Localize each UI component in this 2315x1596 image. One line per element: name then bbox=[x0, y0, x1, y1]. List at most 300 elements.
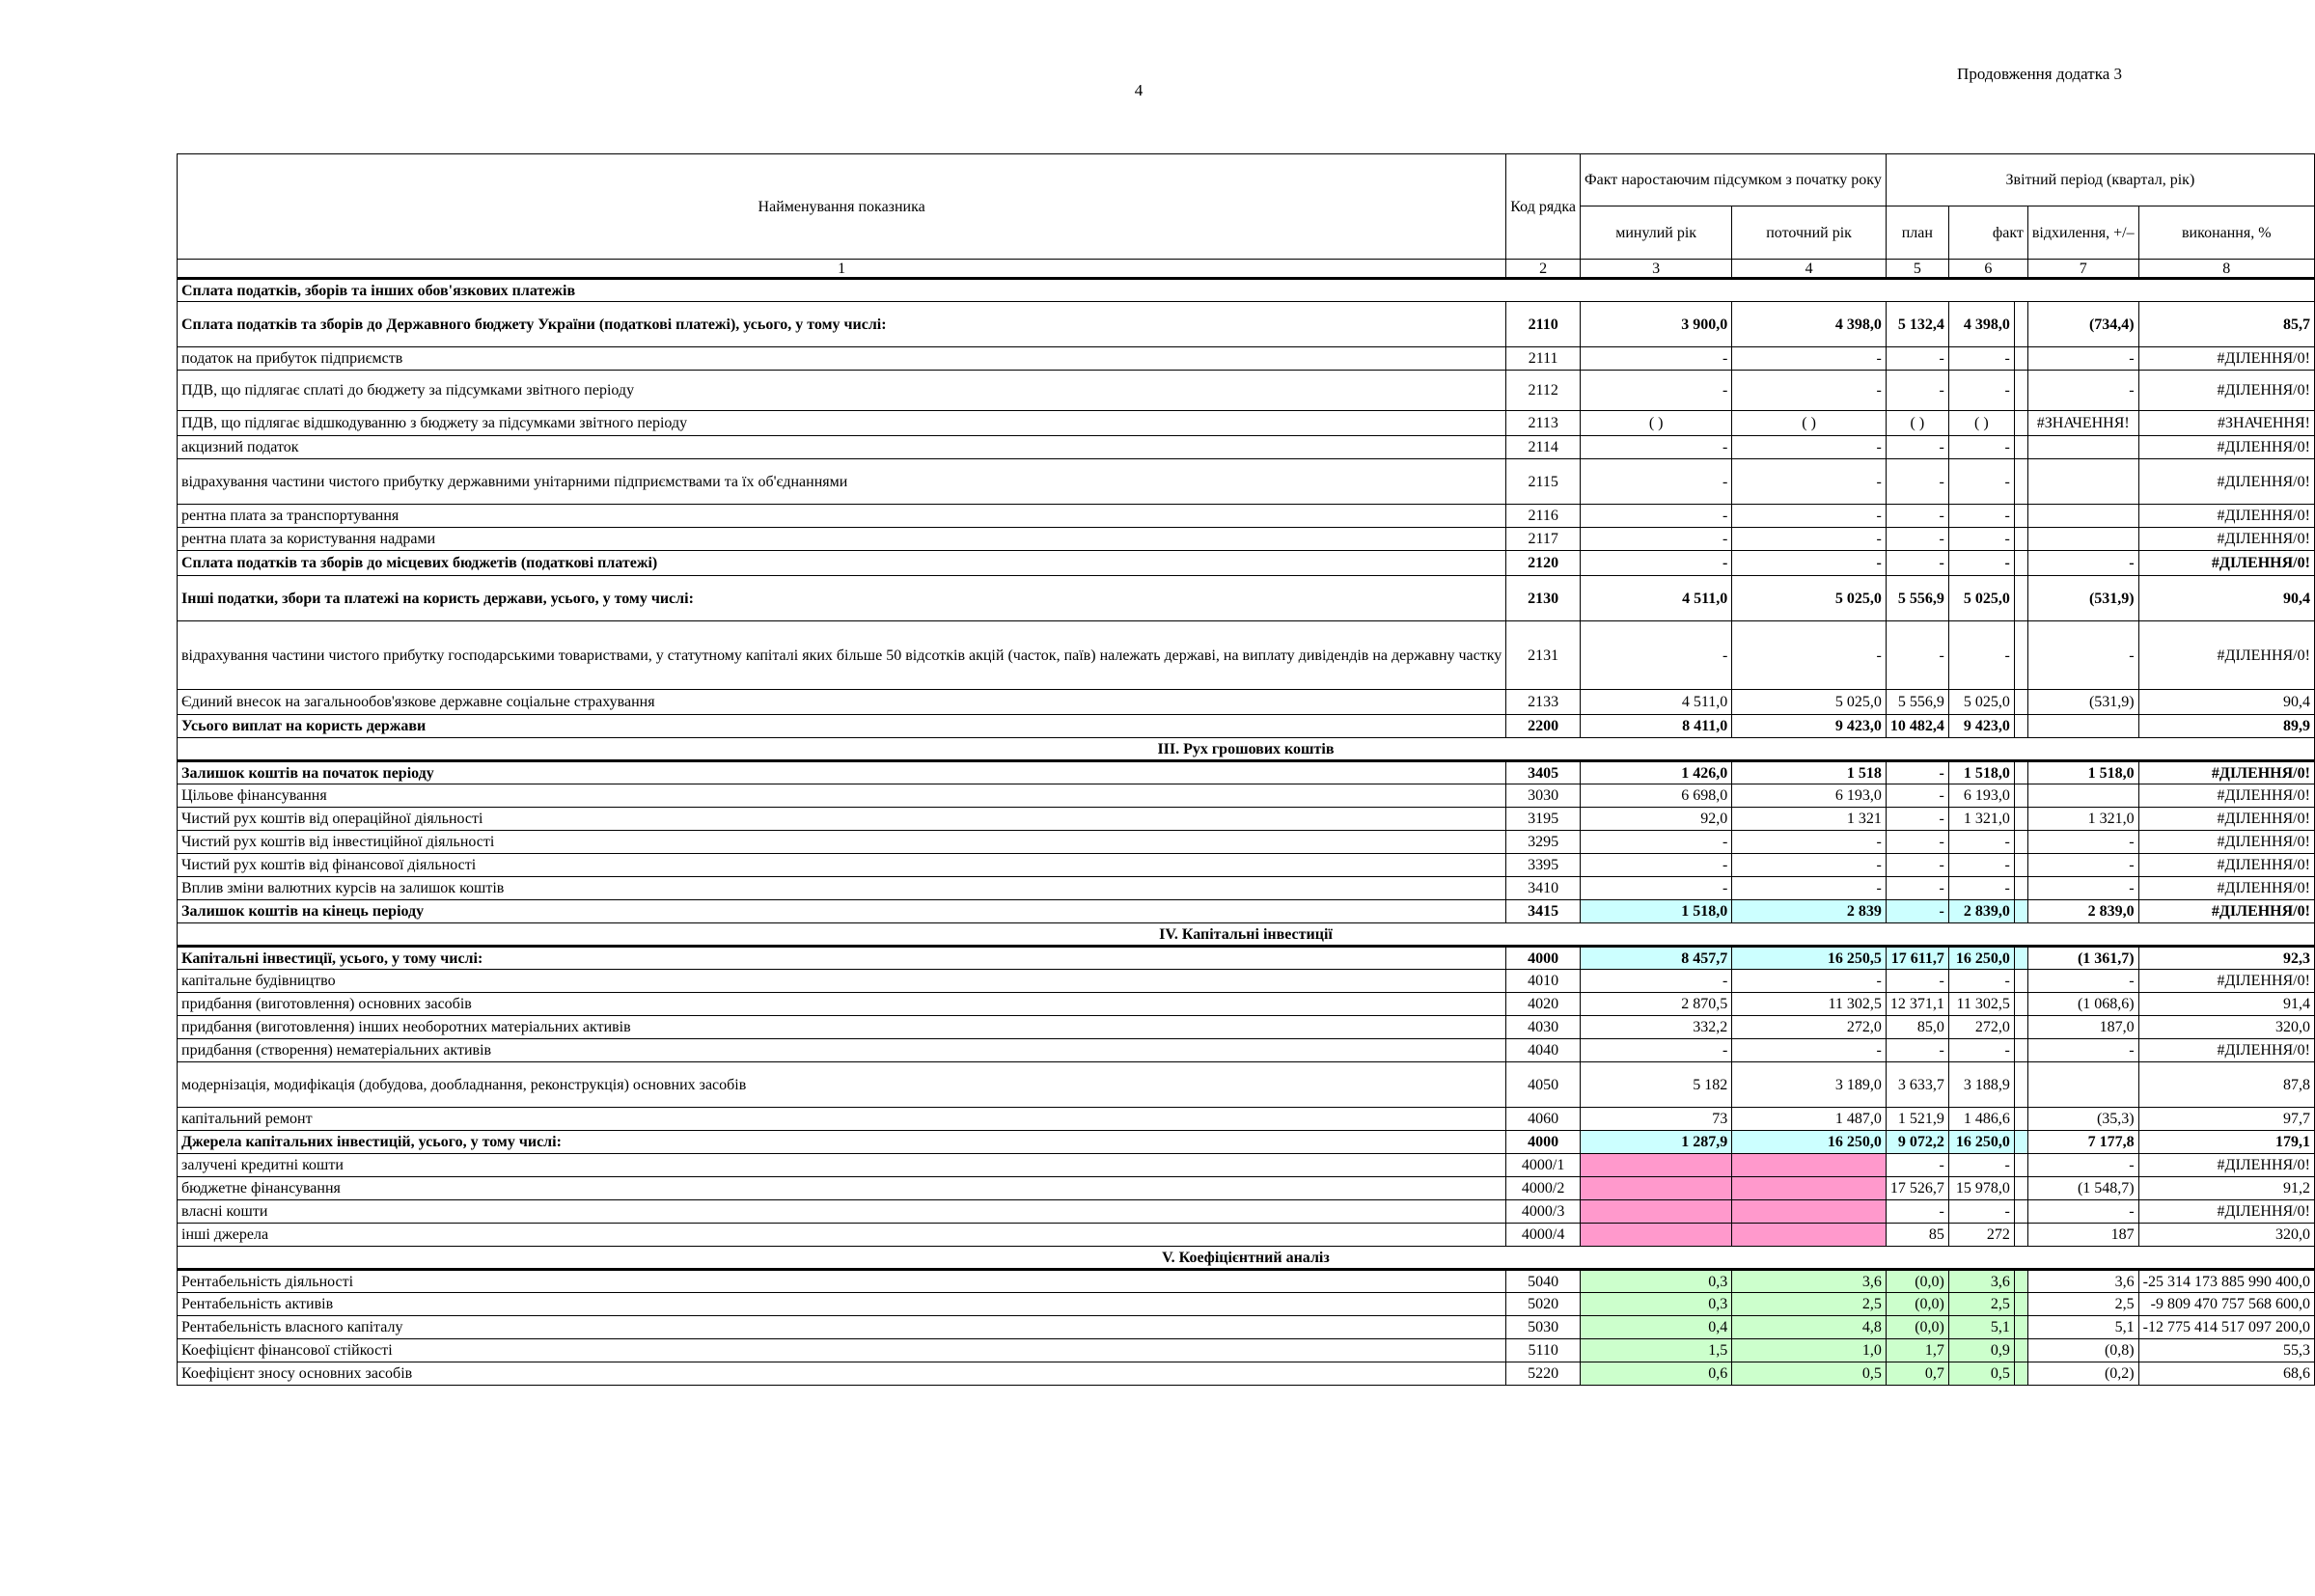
cur-year-value: 11 302,5 bbox=[1732, 993, 1887, 1016]
fact-value: 5,1 bbox=[1948, 1316, 2014, 1339]
fact-value: - bbox=[1948, 854, 2014, 877]
table-row bbox=[178, 947, 2315, 970]
prev-year-value: 0,4 bbox=[1580, 1316, 1731, 1339]
row-code: 2115 bbox=[1506, 459, 1581, 505]
prev-year-value: 92,0 bbox=[1580, 808, 1731, 831]
spacer-cell bbox=[2014, 1316, 2027, 1339]
plan-value: 1 521,9 bbox=[1886, 1108, 1948, 1131]
col-num-1: 1 bbox=[178, 260, 1506, 279]
deviation-value bbox=[2027, 1062, 2138, 1108]
row-name: залучені кредитні кошти bbox=[178, 1154, 1506, 1177]
prev-year-value bbox=[1580, 1154, 1731, 1177]
table-row bbox=[178, 1154, 2315, 1177]
row-code: 4000/1 bbox=[1506, 1154, 1581, 1177]
spacer-cell bbox=[2014, 371, 2027, 411]
row-code: 4050 bbox=[1506, 1062, 1581, 1108]
prev-year-value bbox=[1580, 1200, 1731, 1224]
table-row bbox=[178, 1362, 2315, 1386]
row-name: Чистий рух коштів від операційної діяльності bbox=[178, 808, 1506, 831]
spacer-cell bbox=[2014, 411, 2027, 436]
spacer-cell bbox=[2014, 459, 2027, 505]
fact-value: 0,5 bbox=[1948, 1362, 2014, 1386]
plan-value: - bbox=[1886, 347, 1948, 371]
execution-value: #ДІЛЕННЯ/0! bbox=[2138, 436, 2314, 459]
prev-year-value: 73 bbox=[1580, 1108, 1731, 1131]
row-name: модернізація, модифікація (добудова, дообладнання, реконструкція) основних засобів bbox=[178, 1062, 1506, 1108]
table-row bbox=[178, 302, 2315, 347]
row-code: 2113 bbox=[1506, 411, 1581, 436]
execution-value: -12 775 414 517 097 200,0 bbox=[2138, 1316, 2314, 1339]
row-name: відрахування частини чистого прибутку господарськими товариствами, у статутному капіталі яких більше 50 відсотків акцій (часток, паїв) належать державі, на виплату дивідендів на державну частку bbox=[178, 621, 1506, 690]
section-title: IV. Капітальні інвестиції bbox=[178, 923, 2315, 947]
cur-year-value: 1 518 bbox=[1732, 761, 1887, 784]
spacer-cell bbox=[2014, 551, 2027, 576]
row-code: 2112 bbox=[1506, 371, 1581, 411]
fact-value: ( ) bbox=[1948, 411, 2014, 436]
deviation-value: 3,6 bbox=[2027, 1270, 2138, 1293]
spacer-cell bbox=[2014, 690, 2027, 715]
plan-value: 10 482,4 bbox=[1886, 715, 1948, 738]
fact-value: 272,0 bbox=[1948, 1016, 2014, 1039]
spacer-cell bbox=[2014, 1224, 2027, 1247]
prev-year-value: 0,6 bbox=[1580, 1362, 1731, 1386]
row-code: 2133 bbox=[1506, 690, 1581, 715]
execution-value: 91,4 bbox=[2138, 993, 2314, 1016]
cur-year-value: - bbox=[1732, 621, 1887, 690]
execution-value: 90,4 bbox=[2138, 576, 2314, 621]
fact-value: - bbox=[1948, 347, 2014, 371]
spacer-cell bbox=[2014, 1339, 2027, 1362]
spacer-cell bbox=[2014, 1154, 2027, 1177]
row-name: Інші податки, збори та платежі на користь держави, усього, у тому числі: bbox=[178, 576, 1506, 621]
spacer-cell bbox=[2014, 1131, 2027, 1154]
cur-year-value bbox=[1732, 1224, 1887, 1247]
deviation-value: 7 177,8 bbox=[2027, 1131, 2138, 1154]
table-row bbox=[178, 528, 2315, 551]
row-code: 2120 bbox=[1506, 551, 1581, 576]
cur-year-value: 6 193,0 bbox=[1732, 784, 1887, 808]
row-name: Цільове фінансування bbox=[178, 784, 1506, 808]
execution-value: #ДІЛЕННЯ/0! bbox=[2138, 551, 2314, 576]
prev-year-value: 0,3 bbox=[1580, 1293, 1731, 1316]
table-row bbox=[178, 877, 2315, 900]
execution-value: 90,4 bbox=[2138, 690, 2314, 715]
prev-year-value: - bbox=[1580, 854, 1731, 877]
row-name: Рентабельність активів bbox=[178, 1293, 1506, 1316]
plan-value: - bbox=[1886, 877, 1948, 900]
cur-year-value: - bbox=[1732, 1039, 1887, 1062]
row-code: 4060 bbox=[1506, 1108, 1581, 1131]
prev-year-value: 1 287,9 bbox=[1580, 1131, 1731, 1154]
report-table bbox=[177, 153, 2315, 1386]
row-name: ПДВ, що підлягає відшкодуванню з бюджету за підсумками звітного періоду bbox=[178, 411, 1506, 436]
spacer-cell bbox=[2014, 993, 2027, 1016]
cur-year-value: 0,5 bbox=[1732, 1362, 1887, 1386]
table-row bbox=[178, 1062, 2315, 1108]
row-code: 4000/4 bbox=[1506, 1224, 1581, 1247]
fact-value: 11 302,5 bbox=[1948, 993, 2014, 1016]
execution-value: #ДІЛЕННЯ/0! bbox=[2138, 1039, 2314, 1062]
plan-value: - bbox=[1886, 1039, 1948, 1062]
table-row bbox=[178, 551, 2315, 576]
table-row bbox=[178, 1177, 2315, 1200]
row-name: придбання (виготовлення) основних засобів bbox=[178, 993, 1506, 1016]
row-code: 2117 bbox=[1506, 528, 1581, 551]
cur-year-value: - bbox=[1732, 528, 1887, 551]
execution-value: #ДІЛЕННЯ/0! bbox=[2138, 900, 2314, 923]
execution-value: 97,7 bbox=[2138, 1108, 2314, 1131]
table-row bbox=[178, 436, 2315, 459]
prev-year-value bbox=[1580, 1224, 1731, 1247]
row-name: Єдиний внесок на загальнообов'язкове державне соціальне страхування bbox=[178, 690, 1506, 715]
deviation-value: (0,2) bbox=[2027, 1362, 2138, 1386]
plan-value: (0,0) bbox=[1886, 1293, 1948, 1316]
spacer-cell bbox=[2014, 947, 2027, 970]
table-row bbox=[178, 1270, 2315, 1293]
cur-year-value: 1 321 bbox=[1732, 808, 1887, 831]
plan-value: - bbox=[1886, 1154, 1948, 1177]
execution-value: 91,2 bbox=[2138, 1177, 2314, 1200]
row-name: відрахування частини чистого прибутку державними унітарними підприємствами та їх об'єднаннями bbox=[178, 459, 1506, 505]
header-period-group: Звітний період (квартал, рік) bbox=[1886, 154, 2314, 206]
deviation-value: 187,0 bbox=[2027, 1016, 2138, 1039]
row-code: 3030 bbox=[1506, 784, 1581, 808]
row-name: Коефіцієнт фінансової стійкості bbox=[178, 1339, 1506, 1362]
cur-year-value bbox=[1732, 1154, 1887, 1177]
row-name: Чистий рух коштів від інвестиційної діяльності bbox=[178, 831, 1506, 854]
deviation-value: (1 548,7) bbox=[2027, 1177, 2138, 1200]
fact-value: - bbox=[1948, 1039, 2014, 1062]
execution-value: 179,1 bbox=[2138, 1131, 2314, 1154]
spacer-cell bbox=[2014, 1039, 2027, 1062]
spacer-cell bbox=[2014, 877, 2027, 900]
row-name: капітальний ремонт bbox=[178, 1108, 1506, 1131]
fact-value: - bbox=[1948, 970, 2014, 993]
execution-value: 92,3 bbox=[2138, 947, 2314, 970]
prev-year-value: - bbox=[1580, 505, 1731, 528]
fact-value: 3,6 bbox=[1948, 1270, 2014, 1293]
spacer-cell bbox=[2014, 1293, 2027, 1316]
plan-value: - bbox=[1886, 459, 1948, 505]
row-code: 4030 bbox=[1506, 1016, 1581, 1039]
deviation-value: #ЗНАЧЕННЯ! bbox=[2027, 411, 2138, 436]
prev-year-value: - bbox=[1580, 831, 1731, 854]
fact-value: - bbox=[1948, 621, 2014, 690]
execution-value: 85,7 bbox=[2138, 302, 2314, 347]
plan-value: - bbox=[1886, 1200, 1948, 1224]
execution-value: -9 809 470 757 568 600,0 bbox=[2138, 1293, 2314, 1316]
row-name: рентна плата за транспортування bbox=[178, 505, 1506, 528]
table-row bbox=[178, 854, 2315, 877]
table-row bbox=[178, 1293, 2315, 1316]
deviation-value: 5,1 bbox=[2027, 1316, 2138, 1339]
cur-year-value: ( ) bbox=[1732, 411, 1887, 436]
row-name: Сплата податків та зборів до Державного бюджету України (податкові платежі), усього, у тому числі: bbox=[178, 302, 1506, 347]
row-code: 3295 bbox=[1506, 831, 1581, 854]
spacer-cell bbox=[2014, 715, 2027, 738]
plan-value: - bbox=[1886, 831, 1948, 854]
header-cur-year: поточний рік bbox=[1732, 206, 1887, 260]
execution-value: #ДІЛЕННЯ/0! bbox=[2138, 347, 2314, 371]
table-row bbox=[178, 411, 2315, 436]
deviation-value: (1 068,6) bbox=[2027, 993, 2138, 1016]
row-code: 3410 bbox=[1506, 877, 1581, 900]
prev-year-value: 8 411,0 bbox=[1580, 715, 1731, 738]
row-code: 4000/2 bbox=[1506, 1177, 1581, 1200]
deviation-value: (531,9) bbox=[2027, 576, 2138, 621]
cur-year-value: 2 839 bbox=[1732, 900, 1887, 923]
fact-value: 4 398,0 bbox=[1948, 302, 2014, 347]
fact-value: 0,9 bbox=[1948, 1339, 2014, 1362]
prev-year-value: ( ) bbox=[1580, 411, 1731, 436]
cur-year-value: 9 423,0 bbox=[1732, 715, 1887, 738]
row-code: 5220 bbox=[1506, 1362, 1581, 1386]
deviation-value: - bbox=[2027, 371, 2138, 411]
row-code: 3195 bbox=[1506, 808, 1581, 831]
execution-value: #ДІЛЕННЯ/0! bbox=[2138, 831, 2314, 854]
cur-year-value: - bbox=[1732, 459, 1887, 505]
table-row bbox=[178, 784, 2315, 808]
deviation-value bbox=[2027, 505, 2138, 528]
plan-value: 17 611,7 bbox=[1886, 947, 1948, 970]
fact-value: - bbox=[1948, 459, 2014, 505]
prev-year-value: - bbox=[1580, 459, 1731, 505]
fact-value: - bbox=[1948, 831, 2014, 854]
prev-year-value: 1 426,0 bbox=[1580, 761, 1731, 784]
table-row bbox=[178, 900, 2315, 923]
spacer-cell bbox=[2014, 1362, 2027, 1386]
fact-value: - bbox=[1948, 877, 2014, 900]
section-row bbox=[178, 1247, 2315, 1270]
plan-value: 85 bbox=[1886, 1224, 1948, 1247]
fact-value: 5 025,0 bbox=[1948, 576, 2014, 621]
execution-value: #ДІЛЕННЯ/0! bbox=[2138, 1154, 2314, 1177]
col-num-7: 7 bbox=[2027, 260, 2138, 279]
plan-value: 17 526,7 bbox=[1886, 1177, 1948, 1200]
execution-value: #ДІЛЕННЯ/0! bbox=[2138, 459, 2314, 505]
spacer-cell bbox=[2014, 347, 2027, 371]
row-code: 4000 bbox=[1506, 1131, 1581, 1154]
prev-year-value: 332,2 bbox=[1580, 1016, 1731, 1039]
cur-year-value: 272,0 bbox=[1732, 1016, 1887, 1039]
spacer-cell bbox=[2014, 1016, 2027, 1039]
prev-year-value: - bbox=[1580, 347, 1731, 371]
spacer-cell bbox=[2014, 808, 2027, 831]
fact-value: 3 188,9 bbox=[1948, 1062, 2014, 1108]
header-fact: факт bbox=[1948, 206, 2027, 260]
row-code: 2131 bbox=[1506, 621, 1581, 690]
execution-value: 320,0 bbox=[2138, 1224, 2314, 1247]
spacer-cell bbox=[2014, 1108, 2027, 1131]
deviation-value: 187 bbox=[2027, 1224, 2138, 1247]
deviation-value: - bbox=[2027, 1154, 2138, 1177]
plan-value: - bbox=[1886, 505, 1948, 528]
cur-year-value: 5 025,0 bbox=[1732, 576, 1887, 621]
deviation-value: - bbox=[2027, 1039, 2138, 1062]
table-row bbox=[178, 1131, 2315, 1154]
cur-year-value: 5 025,0 bbox=[1732, 690, 1887, 715]
fact-value: 2 839,0 bbox=[1948, 900, 2014, 923]
deviation-value: - bbox=[2027, 621, 2138, 690]
fact-value: 1 321,0 bbox=[1948, 808, 2014, 831]
col-num-2: 2 bbox=[1506, 260, 1581, 279]
cur-year-value: 4 398,0 bbox=[1732, 302, 1887, 347]
execution-value: 55,3 bbox=[2138, 1339, 2314, 1362]
spacer-cell bbox=[2014, 528, 2027, 551]
plan-value: (0,0) bbox=[1886, 1316, 1948, 1339]
cur-year-value: 4,8 bbox=[1732, 1316, 1887, 1339]
execution-value: #ДІЛЕННЯ/0! bbox=[2138, 877, 2314, 900]
deviation-value: - bbox=[2027, 347, 2138, 371]
section-title: V. Коефіцієнтний аналіз bbox=[178, 1247, 2315, 1270]
plan-value: - bbox=[1886, 551, 1948, 576]
header-execution: виконання, % bbox=[2138, 206, 2314, 260]
prev-year-value: 1 518,0 bbox=[1580, 900, 1731, 923]
deviation-value: 2,5 bbox=[2027, 1293, 2138, 1316]
cur-year-value: 1 487,0 bbox=[1732, 1108, 1887, 1131]
row-code: 4000/3 bbox=[1506, 1200, 1581, 1224]
spacer-cell bbox=[2014, 784, 2027, 808]
deviation-value: - bbox=[2027, 970, 2138, 993]
table-row bbox=[178, 1316, 2315, 1339]
table-row bbox=[178, 459, 2315, 505]
fact-value: 16 250,0 bbox=[1948, 1131, 2014, 1154]
prev-year-value: 2 870,5 bbox=[1580, 993, 1731, 1016]
prev-year-value: - bbox=[1580, 528, 1731, 551]
prev-year-value: 4 511,0 bbox=[1580, 690, 1731, 715]
cur-year-value: - bbox=[1732, 831, 1887, 854]
header-fact-group: Факт наростаючим підсумком з початку року bbox=[1580, 154, 1886, 206]
deviation-value: - bbox=[2027, 831, 2138, 854]
table-row bbox=[178, 1016, 2315, 1039]
plan-value: - bbox=[1886, 900, 1948, 923]
table-row bbox=[178, 1339, 2315, 1362]
execution-value: -25 314 173 885 990 400,0 bbox=[2138, 1270, 2314, 1293]
execution-value: #ДІЛЕННЯ/0! bbox=[2138, 970, 2314, 993]
plan-value: - bbox=[1886, 970, 1948, 993]
table-row bbox=[178, 1039, 2315, 1062]
table-row bbox=[178, 690, 2315, 715]
fact-value: 1 486,6 bbox=[1948, 1108, 2014, 1131]
header-code: Код рядка bbox=[1506, 154, 1581, 260]
cur-year-value: 16 250,5 bbox=[1732, 947, 1887, 970]
header-deviation: відхилення, +/– bbox=[2027, 206, 2138, 260]
plan-value: 85,0 bbox=[1886, 1016, 1948, 1039]
table-row bbox=[178, 761, 2315, 784]
table-row bbox=[178, 970, 2315, 993]
execution-value: #ДІЛЕННЯ/0! bbox=[2138, 854, 2314, 877]
col-num-5: 5 bbox=[1886, 260, 1948, 279]
prev-year-value: - bbox=[1580, 877, 1731, 900]
execution-value: #ДІЛЕННЯ/0! bbox=[2138, 1200, 2314, 1224]
spacer-cell bbox=[2014, 1062, 2027, 1108]
fact-value: 1 518,0 bbox=[1948, 761, 2014, 784]
deviation-value: - bbox=[2027, 551, 2138, 576]
table-row bbox=[178, 1200, 2315, 1224]
section-row bbox=[178, 738, 2315, 761]
prev-year-value: - bbox=[1580, 1039, 1731, 1062]
execution-value: #ДІЛЕННЯ/0! bbox=[2138, 528, 2314, 551]
execution-value: #ДІЛЕННЯ/0! bbox=[2138, 505, 2314, 528]
execution-value: #ДІЛЕННЯ/0! bbox=[2138, 761, 2314, 784]
plan-value: 3 633,7 bbox=[1886, 1062, 1948, 1108]
table-row bbox=[178, 808, 2315, 831]
section-row bbox=[178, 923, 2315, 947]
row-name: інші джерела bbox=[178, 1224, 1506, 1247]
execution-value: 320,0 bbox=[2138, 1016, 2314, 1039]
row-code: 2200 bbox=[1506, 715, 1581, 738]
row-name: рентна плата за користування надрами bbox=[178, 528, 1506, 551]
cur-year-value: 3 189,0 bbox=[1732, 1062, 1887, 1108]
prev-year-value: 5 182 bbox=[1580, 1062, 1731, 1108]
prev-year-value: - bbox=[1580, 371, 1731, 411]
spacer-cell bbox=[2014, 970, 2027, 993]
plan-value: - bbox=[1886, 854, 1948, 877]
plan-value: 1,7 bbox=[1886, 1339, 1948, 1362]
row-code: 2130 bbox=[1506, 576, 1581, 621]
fact-value: - bbox=[1948, 371, 2014, 411]
plan-value: 0,7 bbox=[1886, 1362, 1948, 1386]
plan-value: - bbox=[1886, 436, 1948, 459]
prev-year-value: - bbox=[1580, 970, 1731, 993]
spacer-cell bbox=[2014, 900, 2027, 923]
execution-value: #ДІЛЕННЯ/0! bbox=[2138, 808, 2314, 831]
header-plan: план bbox=[1886, 206, 1948, 260]
fact-value: 6 193,0 bbox=[1948, 784, 2014, 808]
cur-year-value: 16 250,0 bbox=[1732, 1131, 1887, 1154]
fact-value: 2,5 bbox=[1948, 1293, 2014, 1316]
table-row bbox=[178, 831, 2315, 854]
row-code: 4020 bbox=[1506, 993, 1581, 1016]
prev-year-value: - bbox=[1580, 551, 1731, 576]
header-prev-year: минулий рік bbox=[1580, 206, 1731, 260]
row-name: капітальне будівництво bbox=[178, 970, 1506, 993]
plan-value: (0,0) bbox=[1886, 1270, 1948, 1293]
row-name: Коефіцієнт зносу основних засобів bbox=[178, 1362, 1506, 1386]
table-row bbox=[178, 1108, 2315, 1131]
table-row bbox=[178, 347, 2315, 371]
row-code: 5030 bbox=[1506, 1316, 1581, 1339]
plan-value: 5 556,9 bbox=[1886, 690, 1948, 715]
deviation-value: (531,9) bbox=[2027, 690, 2138, 715]
spacer-cell bbox=[2014, 436, 2027, 459]
fact-value: 15 978,0 bbox=[1948, 1177, 2014, 1200]
deviation-value: (0,8) bbox=[2027, 1339, 2138, 1362]
execution-value: 89,9 bbox=[2138, 715, 2314, 738]
col-num-3: 3 bbox=[1580, 260, 1731, 279]
deviation-value: 1 518,0 bbox=[2027, 761, 2138, 784]
fact-value: - bbox=[1948, 436, 2014, 459]
prev-year-value: 3 900,0 bbox=[1580, 302, 1731, 347]
row-code: 4040 bbox=[1506, 1039, 1581, 1062]
row-code: 2114 bbox=[1506, 436, 1581, 459]
fact-value: - bbox=[1948, 551, 2014, 576]
row-name: Усього виплат на користь держави bbox=[178, 715, 1506, 738]
cur-year-value: - bbox=[1732, 551, 1887, 576]
deviation-value bbox=[2027, 784, 2138, 808]
prev-year-value: - bbox=[1580, 621, 1731, 690]
section-row bbox=[178, 279, 2315, 302]
spacer-cell bbox=[2014, 761, 2027, 784]
table-row bbox=[178, 505, 2315, 528]
prev-year-value bbox=[1580, 1177, 1731, 1200]
row-code: 3405 bbox=[1506, 761, 1581, 784]
prev-year-value: - bbox=[1580, 436, 1731, 459]
plan-value: 5 556,9 bbox=[1886, 576, 1948, 621]
deviation-value: 2 839,0 bbox=[2027, 900, 2138, 923]
row-name: акцизний податок bbox=[178, 436, 1506, 459]
fact-value: 16 250,0 bbox=[1948, 947, 2014, 970]
